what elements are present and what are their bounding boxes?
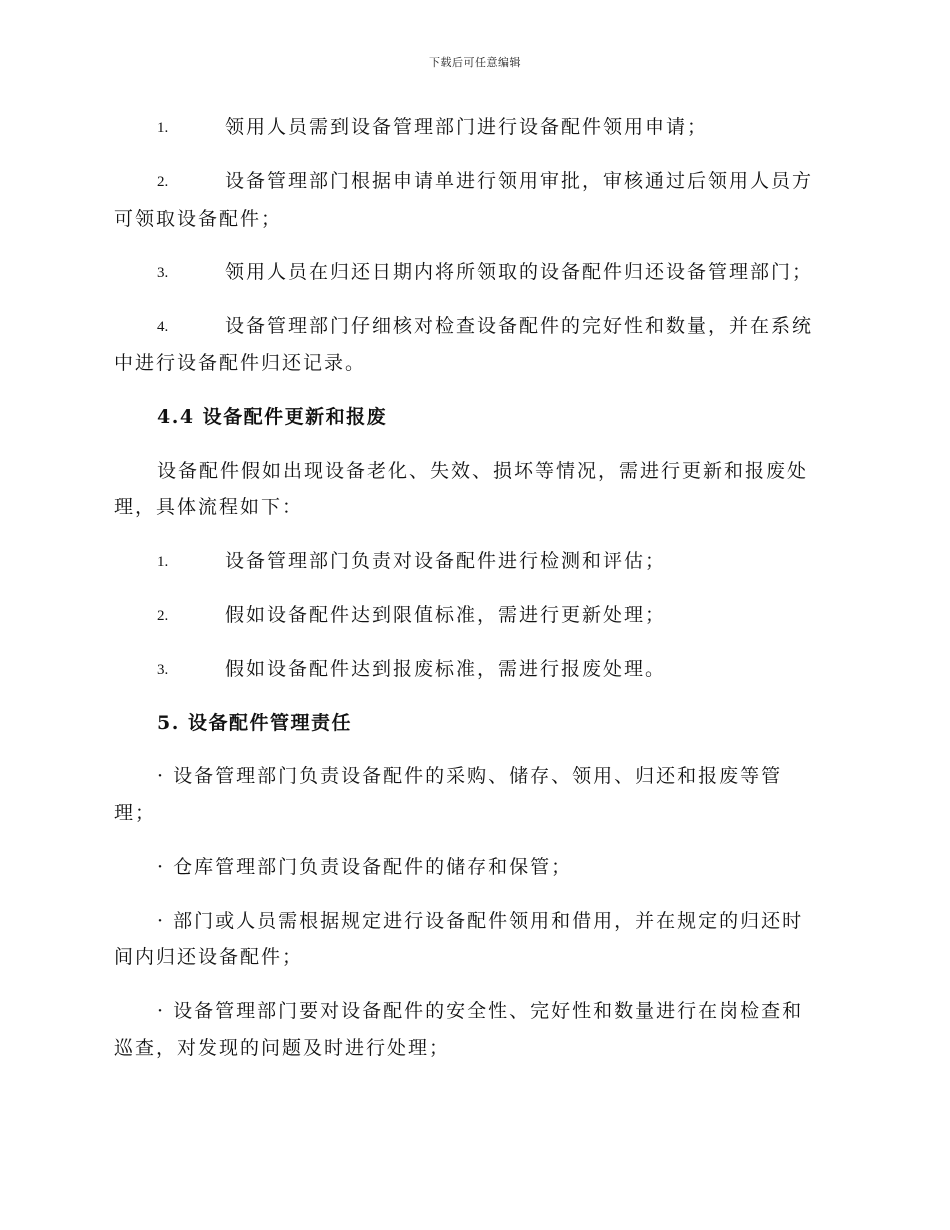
item-number: 2. — [157, 608, 169, 624]
bullet-item-continued: 巡查，对发现的问题及时进行处理； — [114, 1037, 451, 1059]
item-number: 3. — [157, 265, 169, 281]
item-number: 1. — [157, 554, 169, 570]
item-text-continued: 中进行设备配件归还记录。 — [114, 352, 367, 374]
bullet-item-continued: 间内归还设备配件； — [114, 946, 304, 968]
item-text: 假如设备配件达到报废标准，需进行报废处理。 — [225, 658, 667, 680]
bullet-item: · 设备管理部门要对设备配件的安全性、完好性和数量进行在岗检查和 — [157, 1000, 804, 1022]
item-number: 3. — [157, 662, 169, 678]
paragraph-text-continued: 理，具体流程如下： — [114, 496, 304, 518]
item-number: 1. — [157, 120, 169, 136]
item-text-continued: 可领取设备配件； — [114, 208, 283, 230]
item-text: 设备管理部门根据申请单进行领用审批，审核通过后领用人员方 — [225, 170, 814, 192]
bullet-item-continued: 理； — [114, 802, 157, 824]
item-text: 设备管理部门负责对设备配件进行检测和评估； — [225, 550, 667, 572]
item-text: 领用人员在归还日期内将所领取的设备配件归还设备管理部门； — [225, 261, 814, 283]
item-number: 4. — [157, 319, 169, 335]
item-text: 领用人员需到设备管理部门进行设备配件领用申请； — [225, 116, 709, 138]
bullet-item: · 部门或人员需根据规定进行设备配件领用和借用，并在规定的归还时 — [157, 910, 804, 932]
paragraph-text: 设备配件假如出现设备老化、失效、损坏等情况，需进行更新和报废处 — [157, 460, 809, 482]
section-heading: 4.4 设备配件更新和报废 — [157, 406, 388, 428]
item-number: 2. — [157, 174, 169, 190]
section-heading: 5. 设备配件管理责任 — [157, 712, 352, 734]
page-header: 下载后可任意编辑 — [429, 56, 521, 69]
bullet-item: · 设备管理部门负责设备配件的采购、储存、领用、归还和报废等管 — [157, 765, 783, 787]
bullet-item: · 仓库管理部门负责设备配件的储存和保管； — [157, 856, 573, 878]
item-text: 假如设备配件达到限值标准，需进行更新处理； — [225, 604, 667, 626]
item-text: 设备管理部门仔细核对检查设备配件的完好性和数量，并在系统 — [225, 315, 814, 337]
